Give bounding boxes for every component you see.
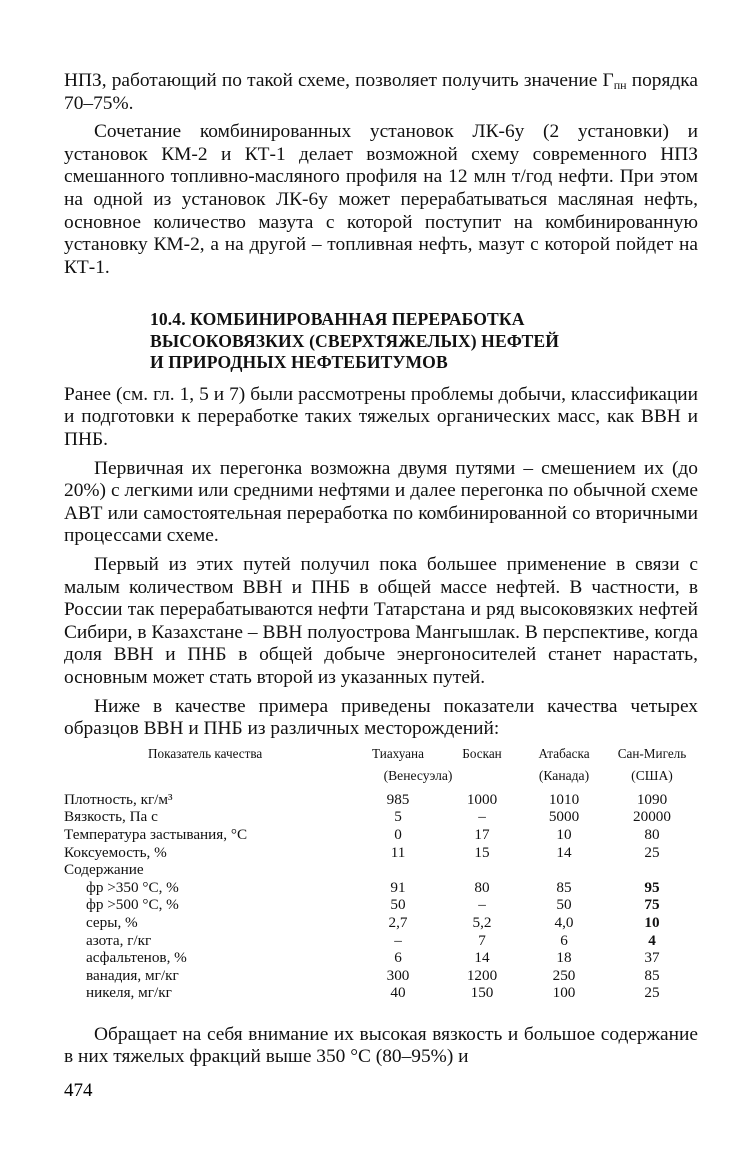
table-head-indicator: Показатель качества [148, 745, 263, 761]
table-cell-v3: 6 [560, 931, 568, 949]
table-cell-v1: 11 [390, 843, 406, 861]
table-cell-v2: 17 [474, 825, 490, 843]
section-title [150, 309, 698, 374]
table-cell-v4 [606, 861, 698, 879]
table-cell-v3 [522, 861, 606, 879]
table-cell-v2: 14 [474, 949, 490, 967]
table-row [64, 808, 698, 826]
table-cell-v4: 80 [644, 825, 660, 843]
table-cell-v4: 95 [644, 878, 660, 896]
section-title-line-3: И ПРИРОДНЫХ НЕФТЕБИТУМОВ [150, 352, 448, 373]
table-cell-v3: 10 [556, 825, 572, 843]
table-row [64, 949, 698, 967]
intro-p1-subscript: пн [613, 78, 627, 92]
table-cell-v2: – [478, 808, 486, 826]
table-cell-v4: 85 [644, 966, 660, 984]
intro-paragraph-1 [64, 70, 698, 115]
table-cell-v2: 150 [470, 984, 494, 1002]
table-cell-v3: 85 [556, 878, 572, 896]
table-cell-v2: 80 [474, 878, 490, 896]
table-cell-v4: 37 [644, 949, 660, 967]
table-row [64, 861, 698, 879]
table-cell-v3: 1010 [548, 790, 580, 808]
table-row-label: фр >350 °С, % [86, 878, 179, 896]
quality-table [64, 745, 698, 1002]
table-row [64, 844, 698, 862]
table-cell-v4: 10 [644, 913, 660, 931]
table-head-origin-canada: (Канада) [538, 767, 590, 783]
table-row [64, 826, 698, 844]
table-cell-v1: 91 [390, 878, 406, 896]
table-row-label: никеля, мг/кг [86, 984, 172, 1002]
section-title-line-2: ВЫСОКОВЯЗКИХ (СВЕРХТЯЖЕЛЫХ) НЕФТЕЙ [150, 330, 560, 351]
table-row-label: Плотность, кг/м³ [64, 790, 173, 808]
table-cell-v3: 5000 [548, 808, 580, 826]
table-row [64, 791, 698, 809]
table-head-origin-usa: (США) [631, 767, 673, 783]
table-row-label: Содержание [64, 861, 144, 879]
table-cell-v1: – [394, 931, 402, 949]
table-cell-v1 [354, 861, 442, 879]
table-cell-v1: 300 [386, 966, 410, 984]
table-row-label: Температура застывания, °С [64, 825, 248, 843]
table-row [64, 896, 698, 914]
table-cell-v3: 50 [556, 896, 572, 914]
table-cell-v1: 2,7 [388, 913, 408, 931]
table-cell-v3: 18 [556, 949, 572, 967]
intro-p1-end: порядка 70–75%. [64, 70, 698, 114]
table-row [64, 984, 698, 1002]
table-cell-v2: – [478, 896, 486, 914]
table-cell-v4: 25 [644, 843, 660, 861]
table-row-label: Коксуемость, % [64, 843, 167, 861]
table-cell-v4: 25 [644, 984, 660, 1002]
table-cell-v2 [442, 861, 522, 879]
table-row [64, 967, 698, 985]
table-row [64, 914, 698, 932]
table-cell-v2: 7 [478, 931, 486, 949]
intro-p1-text: НПЗ, работающий по такой схеме, позволяет получить значение Г [64, 70, 614, 91]
table-cell-v3: 100 [552, 984, 576, 1002]
table-cell-v4: 20000 [633, 808, 671, 826]
table-head-col1: Тиахуана [372, 745, 424, 761]
table-cell-v2: 5,2 [472, 913, 492, 931]
table-cell-v4: 75 [644, 896, 660, 914]
section-paragraph-1: Ранее (см. гл. 1, 5 и 7) были рассмотрены проблемы добычи, классификации и подготовки к переработке таких тяжелых органических масс, как ВВН и ПНБ. [64, 383, 698, 451]
section-title-line-1: 10.4. КОМБИНИРОВАННАЯ ПЕРЕРАБОТКА [150, 309, 525, 330]
table-row [64, 932, 698, 950]
table-head-col3: Атабаска [538, 745, 590, 761]
table-cell-v2: 1000 [466, 790, 498, 808]
page-body [64, 70, 698, 1069]
table-cell-v2: 1200 [466, 966, 498, 984]
intro-paragraph-2: Сочетание комбинированных установок ЛК-6у (2 установки) и установок КМ-2 и КТ-1 делает возможной схему современного НПЗ смешанного топливно-масляного профиля на 12 млн т/год нефти. При этом на одной из установок ЛК-6у может перерабатываться масляная нефть, основное количество мазута с которой поступит на комбинированную установку КМ-2, а на другой – топливная нефть, мазут с которой пойдет на КТ-1. [64, 121, 698, 278]
section-paragraph-4: Ниже в качестве примера приведены показатели качества четырех образцов ВВН и ПНБ из различных месторождений: [64, 695, 698, 740]
table-cell-v1: 985 [386, 790, 410, 808]
table-cell-v4: 4 [648, 931, 656, 949]
table-cell-v2: 15 [474, 843, 490, 861]
table-row-label: азота, г/кг [86, 931, 152, 949]
table-row-label: Вязкость, Па с [64, 808, 158, 826]
table-cell-v3: 14 [556, 843, 572, 861]
table-cell-v4: 1090 [636, 790, 668, 808]
section-paragraph-2: Первичная их перегонка возможна двумя путями – смешением их (до 20%) с легкими или средними нефтями и далее перегонка по обычной схеме АВТ или самостоятельная переработка по комбинированной со вторичными процессами схеме. [64, 457, 698, 547]
page-number: 474 [64, 1080, 93, 1101]
table-cell-v1: 0 [394, 825, 402, 843]
table-cell-v1: 6 [394, 949, 402, 967]
section-paragraph-3: Первый из этих путей получил пока большее применение в связи с малым количеством ВВН и ПНБ в общей массе нефтей. В частности, в России так перерабатываются нефти Татарстана и ряд высоковязких нефтей Сибири, в Казахстане – ВВН полуострова Мангышлак. В перспективе, когда доля ВВН и ПНБ в общей добыче энергоносителей станет нарастать, основным может стать второй из указанных путей. [64, 554, 698, 688]
table-head-origin-venezuela: (Венесуэла) [383, 767, 453, 783]
table-row [64, 879, 698, 897]
tail-paragraph: Обращает на себя внимание их высокая вязкость и большое содержание в них тяжелых фракций выше 350 °С (80–95%) и [64, 1023, 698, 1068]
table-head-col4: Сан-Мигель [617, 745, 687, 761]
table-cell-v1: 50 [390, 896, 406, 914]
table-cell-v1: 40 [390, 984, 406, 1002]
table-cell-v1: 5 [394, 808, 402, 826]
table-cell-v3: 4,0 [554, 913, 574, 931]
table-row-label: асфальтенов, % [86, 949, 187, 967]
table-head-col2: Боскан [462, 745, 502, 761]
table-row-label: серы, % [86, 913, 138, 931]
table-cell-v3: 250 [552, 966, 576, 984]
table-row-label: ванадия, мг/кг [86, 966, 179, 984]
table-row-label: фр >500 °С, % [86, 896, 179, 914]
